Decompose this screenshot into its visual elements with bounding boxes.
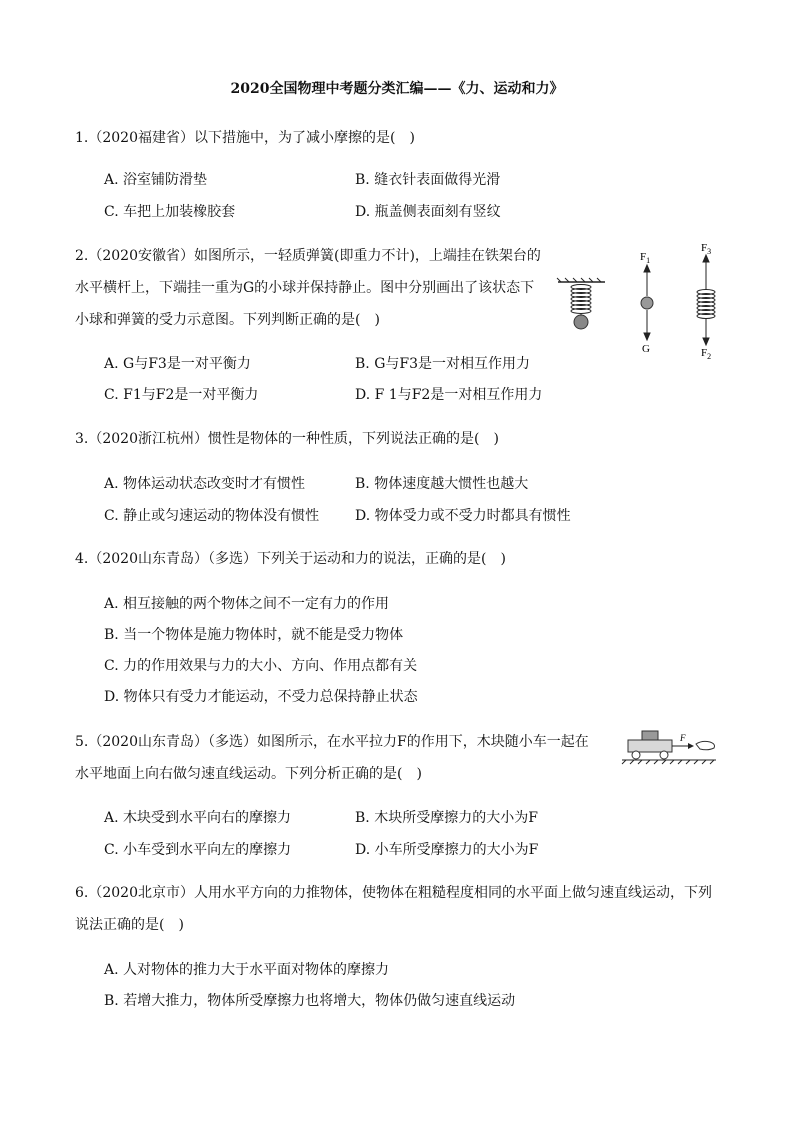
stem-line: 5.（2020山东青岛）（多选）如图所示，在水平拉力F的作用下，木块随小车一起在 (75, 734, 589, 750)
label-force: F (680, 733, 686, 743)
stem-line: 水平横杆上，下端挂一重为G的小球并保持静止。图中分别画出了该状态下 (75, 280, 535, 296)
question-6-stem (75, 877, 712, 941)
q5-option-c[interactable]: C. 小车受到水平向左的摩擦力 (104, 842, 292, 858)
ball (574, 315, 588, 329)
spring-force-diagram (555, 240, 725, 365)
label-f1-letter: F (640, 251, 647, 263)
q4-option-a[interactable]: A. 相互接触的两个物体之间不一定有力的作用 (104, 596, 390, 612)
pull-arrowhead (688, 743, 694, 749)
stem-line: 6.（2020北京市）人用水平方向的力推物体，使物体在粗糙程度相同的水平面上做匀速直线运动，下列 (75, 885, 712, 901)
ground-hatching (622, 760, 714, 764)
q3-option-d[interactable]: D. 物体受力或不受力时都具有惯性 (355, 508, 571, 524)
q2-option-d[interactable]: D. F 1与F2是一对相互作用力 (355, 387, 543, 403)
label-f1-sub: 1 (646, 256, 651, 265)
question-1-stem (75, 122, 415, 154)
page-title: 2020全国物理中考题分类汇编——《力、运动和力》 (230, 81, 564, 97)
label-f1 (640, 251, 650, 265)
stem-line: 说法正确的是( ) (75, 917, 184, 933)
hand-icon (696, 741, 715, 749)
q5-option-d[interactable]: D. 小车所受摩擦力的大小为F (355, 842, 539, 858)
stem-line: 水平地面上向右做匀速直线运动。下列分析正确的是( ) (75, 766, 422, 782)
q4-option-b[interactable]: B. 当一个物体是施力物体时，就不能是受力物体 (104, 627, 404, 643)
q6-option-a[interactable]: A. 人对物体的推力大于水平面对物体的摩擦力 (104, 962, 390, 978)
stem-line: 2.（2020安徽省）如图所示，一轻质弹簧(即重力不计)，上端挂在铁架台的 (75, 248, 541, 264)
q1-option-a[interactable]: A. 浴室铺防滑垫 (104, 172, 208, 188)
stem-line: 3.（2020浙江杭州）惯性是物体的一种性质，下列说法正确的是( ) (75, 431, 499, 447)
q2-option-c[interactable]: C. F1与F2是一对平衡力 (104, 387, 259, 403)
q3-option-a[interactable]: A. 物体运动状态改变时才有惯性 (104, 476, 306, 492)
q1-option-c[interactable]: C. 车把上加装橡胶套 (104, 204, 236, 220)
spring (571, 285, 591, 317)
q4-option-c[interactable]: C. 力的作用效果与力的大小、方向、作用点都有关 (104, 658, 418, 674)
ball-force-diagram (641, 265, 653, 340)
q2-option-b[interactable]: B. G与F3是一对相互作用力 (355, 356, 530, 372)
spring-force-vectors (697, 255, 715, 345)
wood-block (642, 731, 658, 740)
label-f2-letter: F (701, 347, 708, 359)
cart-wheel (632, 751, 640, 759)
q6-option-b[interactable]: B. 若增大推力，物体所受摩擦力也将增大，物体仍做匀速直线运动 (104, 993, 516, 1009)
stem-line: 小球和弹簧的受力示意图。下列判断正确的是( ) (75, 312, 380, 328)
stem-line: 1.（2020福建省）以下措施中，为了减小摩擦的是( ) (75, 130, 415, 146)
q1-option-d[interactable]: D. 瓶盖侧表面刻有竖纹 (355, 204, 501, 220)
question-2-stem (75, 240, 541, 336)
cart-wheel (660, 751, 668, 759)
q1-option-b[interactable]: B. 缝衣针表面做得光滑 (355, 172, 501, 188)
label-f2-sub: 2 (707, 352, 712, 361)
label-f3-letter: F (701, 242, 708, 254)
question-3-stem (75, 423, 499, 455)
question-5-stem (75, 726, 589, 790)
q3-option-c[interactable]: C. 静止或匀速运动的物体没有惯性 (104, 508, 320, 524)
label-g: G (642, 343, 650, 355)
q3-option-b[interactable]: B. 物体速度越大惯性也越大 (355, 476, 529, 492)
q5-option-b[interactable]: B. 木块所受摩擦力的大小为F (355, 810, 538, 826)
question-4-stem (75, 543, 506, 575)
iron-stand-bar (557, 278, 605, 282)
cart-with-block-figure (620, 726, 725, 768)
stem-line: 4.（2020山东青岛）（多选）下列关于运动和力的说法，正确的是( ) (75, 551, 506, 567)
cart-body (628, 740, 672, 752)
label-f3-sub: 3 (707, 247, 712, 256)
q5-option-a[interactable]: A. 木块受到水平向右的摩擦力 (104, 810, 292, 826)
q2-option-a[interactable]: A. G与F3是一对平衡力 (104, 356, 251, 372)
label-f2 (701, 347, 711, 361)
q4-option-d[interactable]: D. 物体只有受力才能运动，不受力总保持静止状态 (104, 689, 418, 705)
label-f3 (701, 242, 711, 256)
